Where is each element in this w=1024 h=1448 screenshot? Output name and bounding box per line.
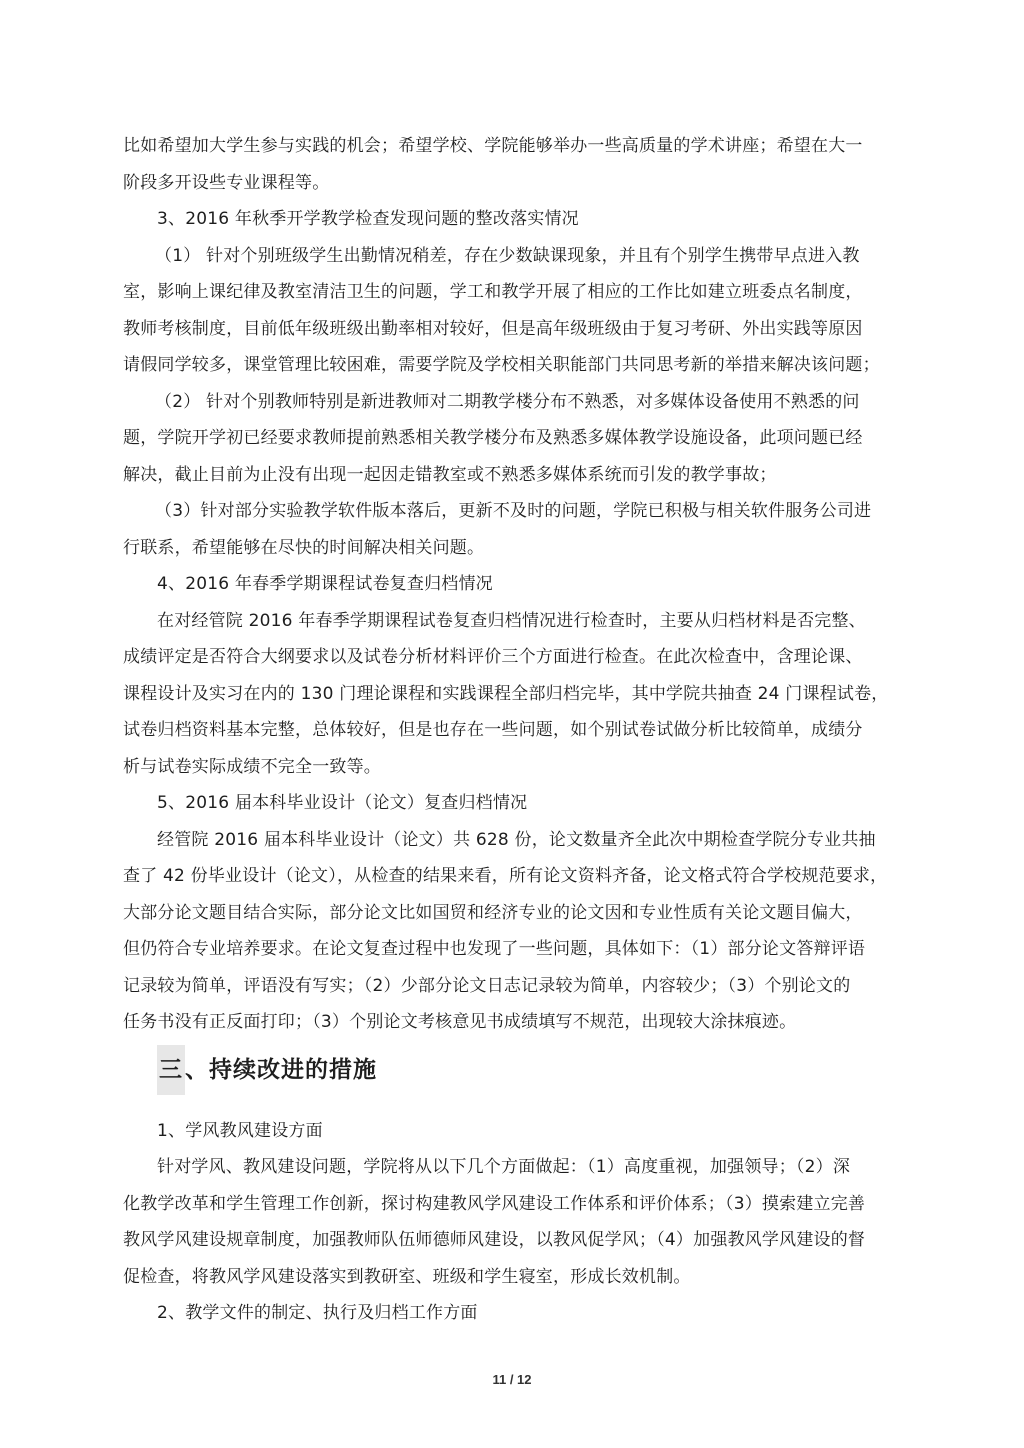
paragraph-line: 比如希望加大学生参与实践的机会；希望学校、学院能够举办一些高质量的学术讲座；希望在大一 bbox=[123, 136, 863, 156]
paragraph-line: 在对经管院 2016 年春季学期课程试卷复查归档情况进行检查时，主要从归档材料是否完整、 bbox=[157, 610, 866, 631]
paragraph-line: 成绩评定是否符合大纲要求以及试卷分析材料评价三个方面进行检查。在此次检查中，含理论课、 bbox=[123, 647, 863, 667]
paragraph-line: （1） 针对个别班级学生出勤情况稍差，存在少数缺课现象，并且有个别学生携带早点进入教 bbox=[155, 245, 860, 266]
section-heading-mark: 三 bbox=[157, 1045, 185, 1095]
subheading-exam-archive: 4、2016 年春季学期课程试卷复查归档情况 bbox=[157, 574, 493, 594]
paragraph-line: 室，影响上课纪律及教室清洁卫生的问题，学工和教学开展了相应的工作比如建立班委点名制度， bbox=[123, 282, 863, 302]
paragraph-line: 行联系，希望能够在尽快的时间解决相关问题。 bbox=[123, 537, 485, 558]
paragraph-line: 解决，截止目前为止没有出现一起因走错教室或不熟悉多媒体系统而引发的教学事故； bbox=[123, 464, 777, 485]
paragraph-line: 试卷归档资料基本完整，总体较好，但是也存在一些问题，如个别试卷试做分析比较简单，成绩分 bbox=[123, 720, 863, 740]
paragraph-line: 但仍符合专业培养要求。在论文复查过程中也发现了一些问题，具体如下：（1）部分论文答辩评语 bbox=[123, 939, 866, 959]
paragraph-line: 促检查，将教风学风建设落实到教研室、班级和学生寝室，形成长效机制。 bbox=[123, 1266, 691, 1287]
paragraph-line: 题，学院开学初已经要求教师提前熟悉相关教学楼分布及熟悉多媒体教学设施设备，此项问题已经 bbox=[123, 428, 863, 448]
paragraph-line: 析与试卷实际成绩不完全一致等。 bbox=[123, 756, 381, 777]
section-heading-text: 、持续改进的措施 bbox=[185, 1056, 377, 1083]
paragraph-line: 大部分论文题目结合实际，部分论文比如国贸和经济专业的论文因和专业性质有关论文题目偏大， bbox=[123, 902, 863, 923]
subheading-thesis-archive: 5、2016 届本科毕业设计（论文）复查归档情况 bbox=[157, 793, 528, 813]
paragraph-line: 任务书没有正反面打印；（3）个别论文考核意见书成绩填写不规范，出现较大涂抹痕迹。 bbox=[123, 1012, 797, 1032]
paragraph-line: （2） 针对个别教师特别是新进教师对二期教学楼分布不熟悉，对多媒体设备使用不熟悉的问 bbox=[155, 391, 860, 412]
paragraph-line: （3）针对部分实验教学软件版本落后，更新不及时的问题，学院已积极与相关软件服务公司进 bbox=[155, 501, 872, 521]
subheading-rectification: 3、2016 年秋季开学教学检查发现问题的整改落实情况 bbox=[157, 209, 579, 229]
page-number: 11 / 12 bbox=[492, 1372, 532, 1387]
subheading-style-building: 1、学风教风建设方面 bbox=[157, 1120, 323, 1141]
section-heading bbox=[123, 1045, 903, 1095]
paragraph-line: 教风学风建设规章制度，加强教师队伍师德师风建设，以教风促学风；（4）加强教风学风建设的督 bbox=[123, 1230, 866, 1250]
paragraph-line: 化教学改革和学生管理工作创新，探讨构建教风学风建设工作体系和评价体系；（3）摸索建立完善 bbox=[123, 1193, 866, 1214]
subheading-teaching-documents: 2、教学文件的制定、执行及归档工作方面 bbox=[157, 1303, 478, 1323]
paragraph-line: 记录较为简单，评语没有写实；（2）少部分论文日志记录较为简单，内容较少；（3）个别论文的 bbox=[123, 975, 851, 996]
paragraph-line: 阶段多开设些专业课程等。 bbox=[123, 172, 330, 193]
paragraph-line: 教师考核制度，目前低年级班级出勤率相对较好，但是高年级班级由于复习考研、外出实践等原因 bbox=[123, 318, 863, 339]
paragraph-line: 经管院 2016 届本科毕业设计（论文）共 628 份，论文数量齐全此次中期检查学院分专业共抽 bbox=[157, 829, 876, 850]
paragraph-line: 请假同学较多，课堂管理比较困难，需要学院及学校相关职能部门共同思考新的举措来解决该问题； bbox=[123, 355, 880, 375]
paragraph-line: 针对学风、教风建设问题，学院将从以下几个方面做起：（1）高度重视，加强领导；（2）深 bbox=[157, 1157, 851, 1177]
paragraph-line: 查了 42 份毕业设计（论文），从检查的结果来看，所有论文资料齐备，论文格式符合学校规范要求， bbox=[123, 866, 888, 886]
paragraph-line: 课程设计及实习在内的 130 门理论课程和实践课程全部归档完毕，其中学院共抽查 24 门课程试卷， bbox=[123, 683, 889, 704]
document-body bbox=[123, 128, 903, 1332]
